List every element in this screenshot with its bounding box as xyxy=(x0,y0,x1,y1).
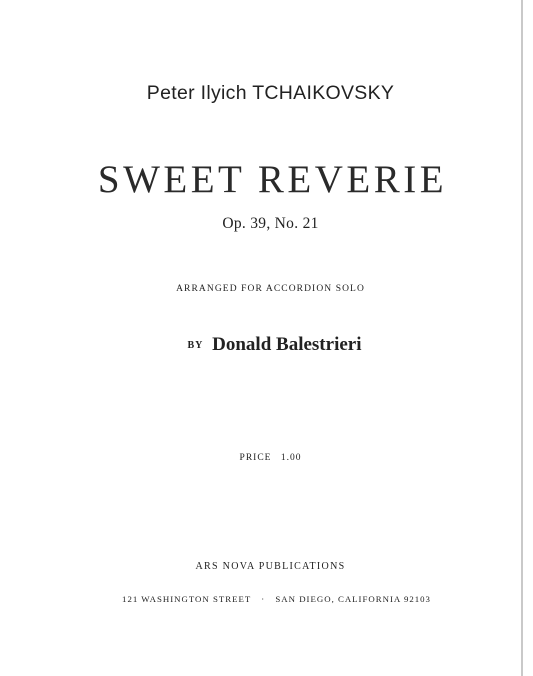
arranger-name: Donald Balestrieri xyxy=(212,334,362,355)
composer-name: Peter Ilyich TCHAIKOVSKY xyxy=(146,82,395,104)
price-line xyxy=(0,453,533,463)
price-amount: 1.00 xyxy=(280,453,302,463)
address-street: 121 WASHINGTON STREET xyxy=(122,594,252,604)
opus-number: Op. 39, No. 21 xyxy=(222,215,319,232)
arranger-credit xyxy=(0,334,533,356)
address-separator: · xyxy=(261,594,266,604)
address-city: SAN DIEGO, CALIFORNIA 92103 xyxy=(275,594,431,604)
publisher-address xyxy=(0,594,533,604)
price-label: PRICE xyxy=(239,453,272,463)
arrangement-note: ARRANGED FOR ACCORDION SOLO xyxy=(176,284,365,294)
by-label: BY xyxy=(187,340,204,351)
piece-title: SWEET REVERIE xyxy=(97,158,448,201)
publisher-name: ARS NOVA PUBLICATIONS xyxy=(195,561,346,572)
